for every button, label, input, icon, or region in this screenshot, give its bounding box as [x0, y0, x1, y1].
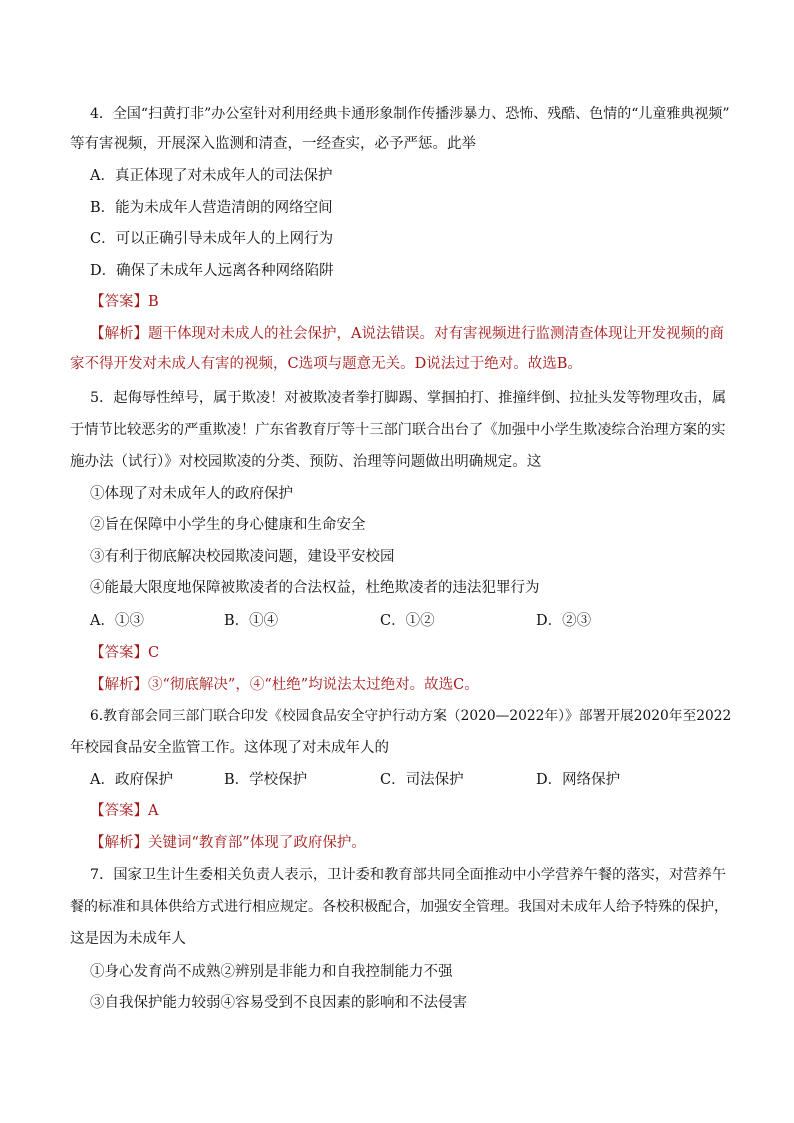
q4-option-d: D．确保了未成年人远离各种网络陷阱: [90, 263, 334, 279]
q5-statement-3: ③有利于彻底解决校园欺凌问题，建设平安校园: [90, 549, 395, 565]
q7-statements-line1: ①身心发育尚不成熟②辨别是非能力和自我控制能力不强: [90, 964, 453, 980]
q7-stem-line1: 7．国家卫生计生委相关负责人表示，卫计委和教育部共同全面推动中小学营养午餐的落实，对营养午: [90, 867, 727, 883]
q6-option-a: A．政府保护: [90, 772, 173, 788]
q6-answer: [90, 801, 158, 821]
q6-option-d: D．网络保护: [536, 772, 621, 788]
q5-answer: [90, 643, 159, 663]
analysis-label: 【解析】: [90, 326, 148, 342]
q5-option-a: A．①③: [90, 613, 144, 629]
q5-stem-line3: 施办法（试行）》对校园欺凌的分类、预防、治理等问题做出明确规定。这: [70, 454, 542, 470]
q5-statement-4: ④能最大限度地保障被欺凌者的合法权益，杜绝欺凌者的违法犯罪行为: [90, 580, 540, 596]
q7-stem-line2: 餐的标准和具体供给方式进行相应规定。各校积极配合，加强安全管理。我国对未成年人给予特殊的保护，: [70, 899, 728, 915]
q5-analysis: [90, 675, 479, 695]
q4-option-a: A．真正体现了对未成年人的司法保护: [90, 168, 333, 184]
q4-stem-line2: 等有害视频，开展深入监测和清查，一经查实，必予严惩。此举: [70, 136, 476, 152]
q6-stem-line1: 6.教育部会同三部门联合印发《校园食品安全守护行动方案（2020—2022年）》部署开展2020年至2022: [90, 708, 732, 724]
analysis-text: 关键词“教育部”体现了政府保护。: [148, 835, 366, 851]
q6-analysis: [90, 833, 366, 853]
answer-label: 【答案】: [90, 803, 148, 819]
q5-option-c: C．①②: [380, 613, 435, 629]
analysis-label: 【解析】: [90, 677, 148, 693]
q5-statement-2: ②旨在保障中小学生的身心健康和生命安全: [90, 517, 366, 533]
q4-stem-line1: 4．全国“扫黄打非”办公室针对利用经典卡通形象制作传播涉暴力、恐怖、残酷、色情的“儿童雅典视频”: [90, 106, 730, 122]
q7-stem-line3: 这是因为未成年人: [70, 931, 186, 947]
q5-stem-line1: 5．起侮辱性绰号，属于欺凌！对被欺凌者拳打脚踢、掌掴拍打、推撞绊倒、拉扯头发等物理攻击，属: [90, 390, 727, 406]
answer-value: A: [148, 803, 159, 819]
q4-answer: [90, 292, 159, 312]
q7-statements-line2: ③自我保护能力较弱④容易受到不良因素的影响和不法侵害: [90, 995, 467, 1011]
q5-stem-line2: 于情节比较恶劣的严重欺凌！广东省教育厅等十三部门联合出台了《加强中小学生欺凌综合治理方案的实: [70, 422, 726, 438]
q6-option-b: B．学校保护: [224, 772, 308, 788]
q4-option-c: C．可以正确引导未成年人的上网行为: [90, 231, 334, 247]
q6-option-c: C．司法保护: [380, 772, 464, 788]
q4-option-b: B．能为未成年人营造清朗的网络空间: [90, 200, 333, 216]
q6-options-row: [0, 770, 794, 790]
q5-statement-1: ①体现了对未成年人的政府保护: [90, 486, 293, 502]
q5-option-b: B．①④: [224, 613, 279, 629]
answer-value: B: [148, 294, 159, 310]
q5-options-row: [0, 611, 794, 631]
q6-stem-line2: 年校园食品安全监管工作。这体现了对未成年人的: [70, 740, 389, 756]
q4-analysis-line1: [90, 324, 724, 344]
analysis-text: ③“彻底解决”，④“杜绝”均说法太过绝对。故选C。: [148, 677, 479, 693]
q4-analysis-line2: 家不得开发对未成人有害的视频，C选项与题意无关。D说法过于绝对。故选B。: [70, 356, 582, 372]
answer-label: 【答案】: [90, 294, 148, 310]
answer-label: 【答案】: [90, 645, 148, 661]
answer-value: C: [148, 645, 160, 661]
analysis-label: 【解析】: [90, 835, 148, 851]
analysis-text: 题干体现对未成人的社会保护，A说法错误。对有害视频进行监测清查体现让开发视频的商: [148, 326, 724, 342]
q5-option-d: D．②③: [536, 613, 592, 629]
